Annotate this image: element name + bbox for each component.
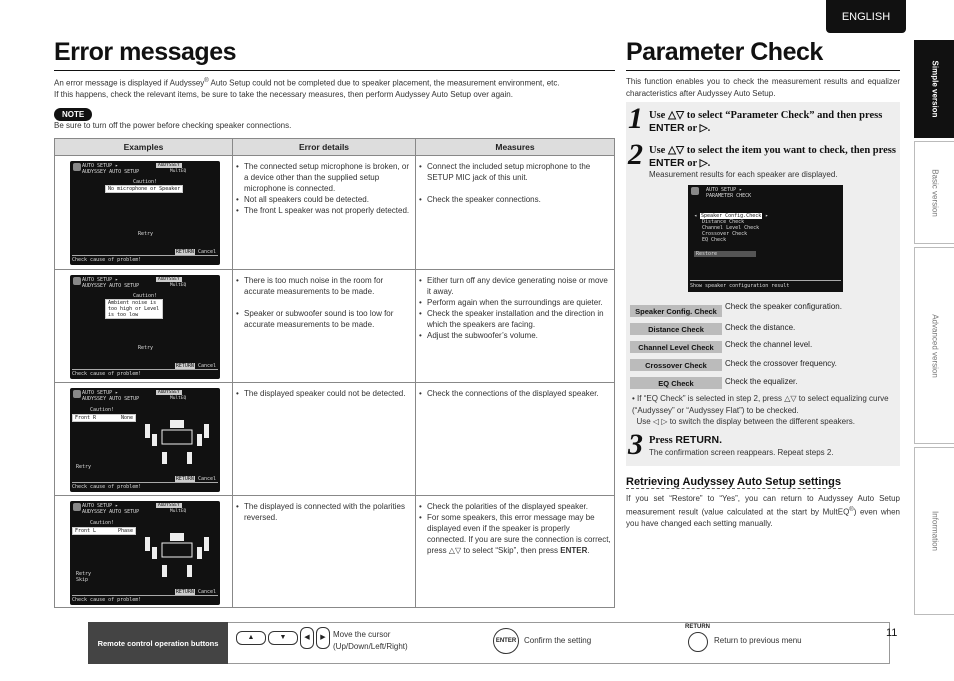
details-cell bbox=[233, 156, 416, 270]
audyssey-logo: AUDYSSEY bbox=[158, 390, 180, 395]
audyssey-logo: AUDYSSEY bbox=[158, 503, 180, 508]
check-cause-text: Check cause of problem! bbox=[72, 484, 142, 490]
check-desc: Check the speaker configuration. bbox=[725, 302, 842, 311]
step-2-sub: Measurement results for each speaker are displayed. bbox=[649, 170, 838, 179]
enter-button-icon: ENTER bbox=[493, 628, 519, 654]
step-2-text: Use △▽ to select the item you want to check, then press ENTER or ▷. bbox=[649, 145, 896, 169]
screen-divider bbox=[690, 280, 841, 281]
down-button-icon: ▼ bbox=[268, 631, 298, 645]
check-desc: Check the crossover frequency. bbox=[725, 358, 837, 368]
multeq-label: MultEQ bbox=[170, 396, 187, 401]
retrieve-title: Retrieving Audyssey Auto Setup settings bbox=[626, 476, 841, 488]
speaker-status-box: Front L Phase bbox=[72, 527, 136, 535]
detail-item: • The front L speaker was not properly detected. bbox=[236, 205, 412, 216]
left-right-arrow-icon: ◁ ▷ bbox=[652, 417, 668, 426]
error-table bbox=[54, 138, 615, 608]
up-button-icon: ▲ bbox=[236, 631, 266, 645]
screen-header: AUTO SETUP ▸ AUDYSSEY AUTO SETUP bbox=[82, 390, 140, 402]
detail-item: • The displayed is connected with the polarities reversed. bbox=[236, 501, 412, 523]
error-screen bbox=[70, 501, 220, 605]
multeq-label: MultEQ bbox=[170, 169, 187, 174]
error-messages-title: Error messages bbox=[54, 38, 237, 66]
parameter-check-screen bbox=[688, 185, 843, 292]
note-badge: NOTE bbox=[54, 104, 92, 122]
details-cell bbox=[233, 270, 416, 383]
table-row bbox=[55, 496, 615, 608]
measure-item: • Check the connections of the displayed speaker. bbox=[419, 388, 611, 399]
screen-footer: Show speaker configuration result bbox=[690, 283, 790, 289]
check-cause-text: Check cause of problem! bbox=[72, 371, 142, 377]
up-down-arrow-icon: △▽ bbox=[667, 110, 685, 121]
check-cause-text: Check cause of problem! bbox=[72, 257, 142, 263]
audyssey-logo: AUDYSSEY bbox=[158, 163, 180, 168]
check-label: EQ Check bbox=[630, 377, 722, 389]
check-desc: Check the distance. bbox=[725, 322, 796, 332]
table-row bbox=[55, 270, 615, 383]
list-item bbox=[630, 338, 842, 356]
step-2-number: 2 bbox=[628, 138, 643, 171]
sidebar-tab-information[interactable]: Information bbox=[914, 447, 954, 615]
caution-label: Caution! bbox=[132, 293, 158, 299]
eq-check-note: • If “EQ Check” is selected in step 2, press △▽ to select equalizing curve (“Audyssey” or “Audyssey Flat”) to be checked. Use ◁ ▷ to switch the display between the different speakers. bbox=[632, 394, 889, 426]
check-desc: Check the equalizer. bbox=[725, 376, 798, 386]
screen-divider bbox=[72, 482, 218, 483]
audyssey-icon bbox=[73, 503, 81, 511]
detail-item: • The displayed speaker could not be detected. bbox=[236, 388, 412, 399]
list-item bbox=[630, 374, 842, 392]
measures-cell bbox=[416, 496, 615, 608]
detail-item: • There is too much noise in the room for accurate measurements to be made. bbox=[236, 275, 412, 297]
list-item bbox=[630, 356, 842, 374]
caution-label: Caution! bbox=[90, 407, 115, 413]
detail-item: • Speaker or subwoofer sound is too low for accurate measurements to be made. bbox=[236, 308, 412, 330]
return-label: RETURN bbox=[685, 624, 710, 630]
return-text: Return to previous menu bbox=[714, 636, 802, 645]
screen-divider bbox=[72, 255, 218, 256]
left-button-icon: ◀ bbox=[300, 627, 314, 649]
menu-item-speaker-config[interactable]: ◂ Speaker Config.Check ▸ bbox=[694, 213, 769, 219]
step-1-text: Use △▽ to select “Parameter Check” and then press ENTER or ▷. bbox=[649, 110, 883, 134]
check-desc: Check the channel level. bbox=[725, 340, 813, 349]
caution-label: Caution! bbox=[90, 520, 115, 526]
measure-item: • For some speakers, this error message may be displayed even if the speaker is properly connected. If you are sure the connection is correct, press △▽ to select “Skip”, then press ENTER. bbox=[419, 512, 611, 556]
check-label: Channel Level Check bbox=[630, 341, 722, 353]
menu-item-channel-level[interactable]: Channel Level Check bbox=[702, 225, 760, 231]
error-intro: An error message is displayed if Audyssey® Auto Setup could not be completed due to speaker placement, the measurement environment, etc. If this happens, check the relevant items, be sure to take the necessary measures, then perform Audyssey Auto Setup over again. bbox=[54, 78, 560, 100]
retrieve-text: If you set “Restore” to “Yes”, you can return to Audyssey Auto Setup measurement result (value calculated at the start by MultEQ®) even when you have changed each setting manually. bbox=[626, 494, 900, 528]
audyssey-icon bbox=[73, 277, 81, 285]
error-screen bbox=[70, 388, 220, 492]
remote-guide-label: Remote control operation buttons bbox=[88, 622, 228, 664]
detail-item: • The connected setup microphone is broken, or a device other than the supplied setup microphone is connected. bbox=[236, 161, 412, 194]
retry-option: Retry bbox=[138, 345, 154, 351]
screen-header: AUTO SETUP ▸ AUDYSSEY AUTO SETUP bbox=[82, 163, 140, 175]
error-message-box: No microphone or Speaker bbox=[105, 185, 183, 193]
details-cell bbox=[233, 383, 416, 496]
return-cancel: RETURN Cancel bbox=[175, 589, 216, 595]
return-cancel: RETURN Cancel bbox=[175, 363, 216, 369]
check-label: Distance Check bbox=[630, 323, 722, 335]
detail-item: • Not all speakers could be detected. bbox=[236, 194, 412, 205]
table-row bbox=[55, 383, 615, 496]
step-3-text: Press RETURN. bbox=[649, 434, 723, 446]
caution-label: Caution! bbox=[132, 179, 158, 185]
example-cell bbox=[55, 156, 233, 270]
sidebar-tab-basic[interactable]: Basic version bbox=[914, 141, 954, 244]
measures-cell bbox=[416, 270, 615, 383]
cursor-buttons bbox=[236, 631, 330, 649]
step-3-number: 3 bbox=[628, 428, 643, 461]
title-rule bbox=[54, 70, 615, 71]
right-arrow-icon: ▷ bbox=[699, 123, 708, 134]
measures-cell bbox=[416, 383, 615, 496]
title-rule-right bbox=[626, 70, 900, 71]
retry-option: Retry bbox=[138, 231, 154, 237]
example-cell bbox=[55, 496, 233, 608]
retry-skip-options: Retry Skip bbox=[76, 571, 92, 583]
error-screen bbox=[70, 275, 220, 379]
example-cell bbox=[55, 383, 233, 496]
menu-item-eq[interactable]: EQ Check bbox=[702, 237, 727, 243]
speaker-layout-icon bbox=[142, 531, 212, 579]
sidebar-tab-advanced[interactable]: Advanced version bbox=[914, 247, 954, 444]
multeq-label: MultEQ bbox=[170, 283, 187, 288]
error-screen bbox=[70, 161, 220, 265]
up-down-arrow-icon: △▽ bbox=[448, 546, 462, 555]
right-arrow-icon: ▷ bbox=[699, 158, 708, 169]
screen-header: AUTO SETUP ▸ AUDYSSEY AUTO SETUP bbox=[82, 503, 140, 515]
check-label: Speaker Config. Check bbox=[630, 305, 722, 317]
step-1-number: 1 bbox=[628, 102, 643, 135]
details-cell bbox=[233, 496, 416, 608]
parameter-check-title: Parameter Check bbox=[626, 38, 823, 66]
measure-item: • Check the speaker connections. bbox=[419, 194, 611, 205]
screen-divider bbox=[72, 595, 218, 596]
col-error-details: Error details bbox=[233, 139, 416, 156]
check-label: Crossover Check bbox=[630, 359, 722, 371]
audyssey-icon bbox=[73, 390, 81, 398]
check-list bbox=[630, 302, 842, 392]
confirm-text: Confirm the setting bbox=[524, 636, 592, 645]
language-tab: ENGLISH bbox=[826, 0, 906, 33]
col-examples: Examples bbox=[55, 139, 233, 156]
right-button-icon: ▶ bbox=[316, 627, 330, 649]
example-cell bbox=[55, 270, 233, 383]
speaker-status-box: Front R None bbox=[72, 414, 136, 422]
measure-item: • Adjust the subwoofer’s volume. bbox=[419, 330, 611, 341]
screen-header: AUTO SETUP ▸ AUDYSSEY AUTO SETUP bbox=[82, 277, 140, 289]
up-down-arrow-icon: △▽ bbox=[784, 394, 797, 403]
menu-item-distance[interactable]: Distance Check bbox=[702, 219, 745, 225]
return-cancel: RETURN Cancel bbox=[175, 249, 216, 255]
setup-icon bbox=[691, 187, 699, 195]
speaker-layout-icon bbox=[142, 418, 212, 466]
measure-item: • Connect the included setup microphone to the SETUP MIC jack of this unit. bbox=[419, 161, 611, 183]
sidebar-tab-simple[interactable]: Simple version bbox=[914, 40, 954, 138]
check-cause-text: Check cause of problem! bbox=[72, 597, 142, 603]
measures-cell bbox=[416, 156, 615, 270]
audyssey-logo: AUDYSSEY bbox=[158, 277, 180, 282]
screen-divider bbox=[72, 369, 218, 370]
measure-item: • Perform again when the surroundings are quieter. bbox=[419, 297, 611, 308]
list-item bbox=[630, 302, 842, 320]
list-item bbox=[630, 320, 842, 338]
return-cancel: RETURN Cancel bbox=[175, 476, 216, 482]
note-text: Be sure to turn off the power before checking speaker connections. bbox=[54, 121, 292, 130]
restore-item[interactable]: Restore bbox=[694, 251, 756, 257]
measure-item: • Either turn off any device generating noise or move it away. bbox=[419, 275, 611, 297]
page-number: 11 bbox=[886, 627, 898, 639]
table-row bbox=[55, 156, 615, 270]
measure-item: • Check the polarities of the displayed speaker. bbox=[419, 501, 611, 512]
menu-item-crossover[interactable]: Crossover Check bbox=[702, 231, 748, 237]
check-menu bbox=[694, 213, 768, 243]
col-measures: Measures bbox=[416, 139, 615, 156]
step-3-sub: The confirmation screen reappears. Repeat steps 2. bbox=[649, 448, 834, 457]
audyssey-icon bbox=[73, 163, 81, 171]
multeq-label: MultEQ bbox=[170, 509, 187, 514]
up-down-arrow-icon: △▽ bbox=[667, 145, 685, 156]
move-cursor-text: Move the cursor (Up/Down/Left/Right) bbox=[333, 630, 408, 651]
retry-option: Retry bbox=[76, 464, 92, 470]
error-message-box: Ambient noise is too high or Level is too low bbox=[105, 299, 163, 319]
return-button-icon bbox=[688, 632, 708, 652]
measure-item: • Check the speaker installation and the direction in which the speakers are facing. bbox=[419, 308, 611, 330]
table-header-row bbox=[55, 139, 615, 156]
screen-header: AUTO SETUP ▸ PARAMETER CHECK bbox=[706, 187, 752, 199]
parameter-intro: This function enables you to check the measurement results and equalizer characteristics after Audyssey Auto Setup. bbox=[626, 77, 900, 98]
